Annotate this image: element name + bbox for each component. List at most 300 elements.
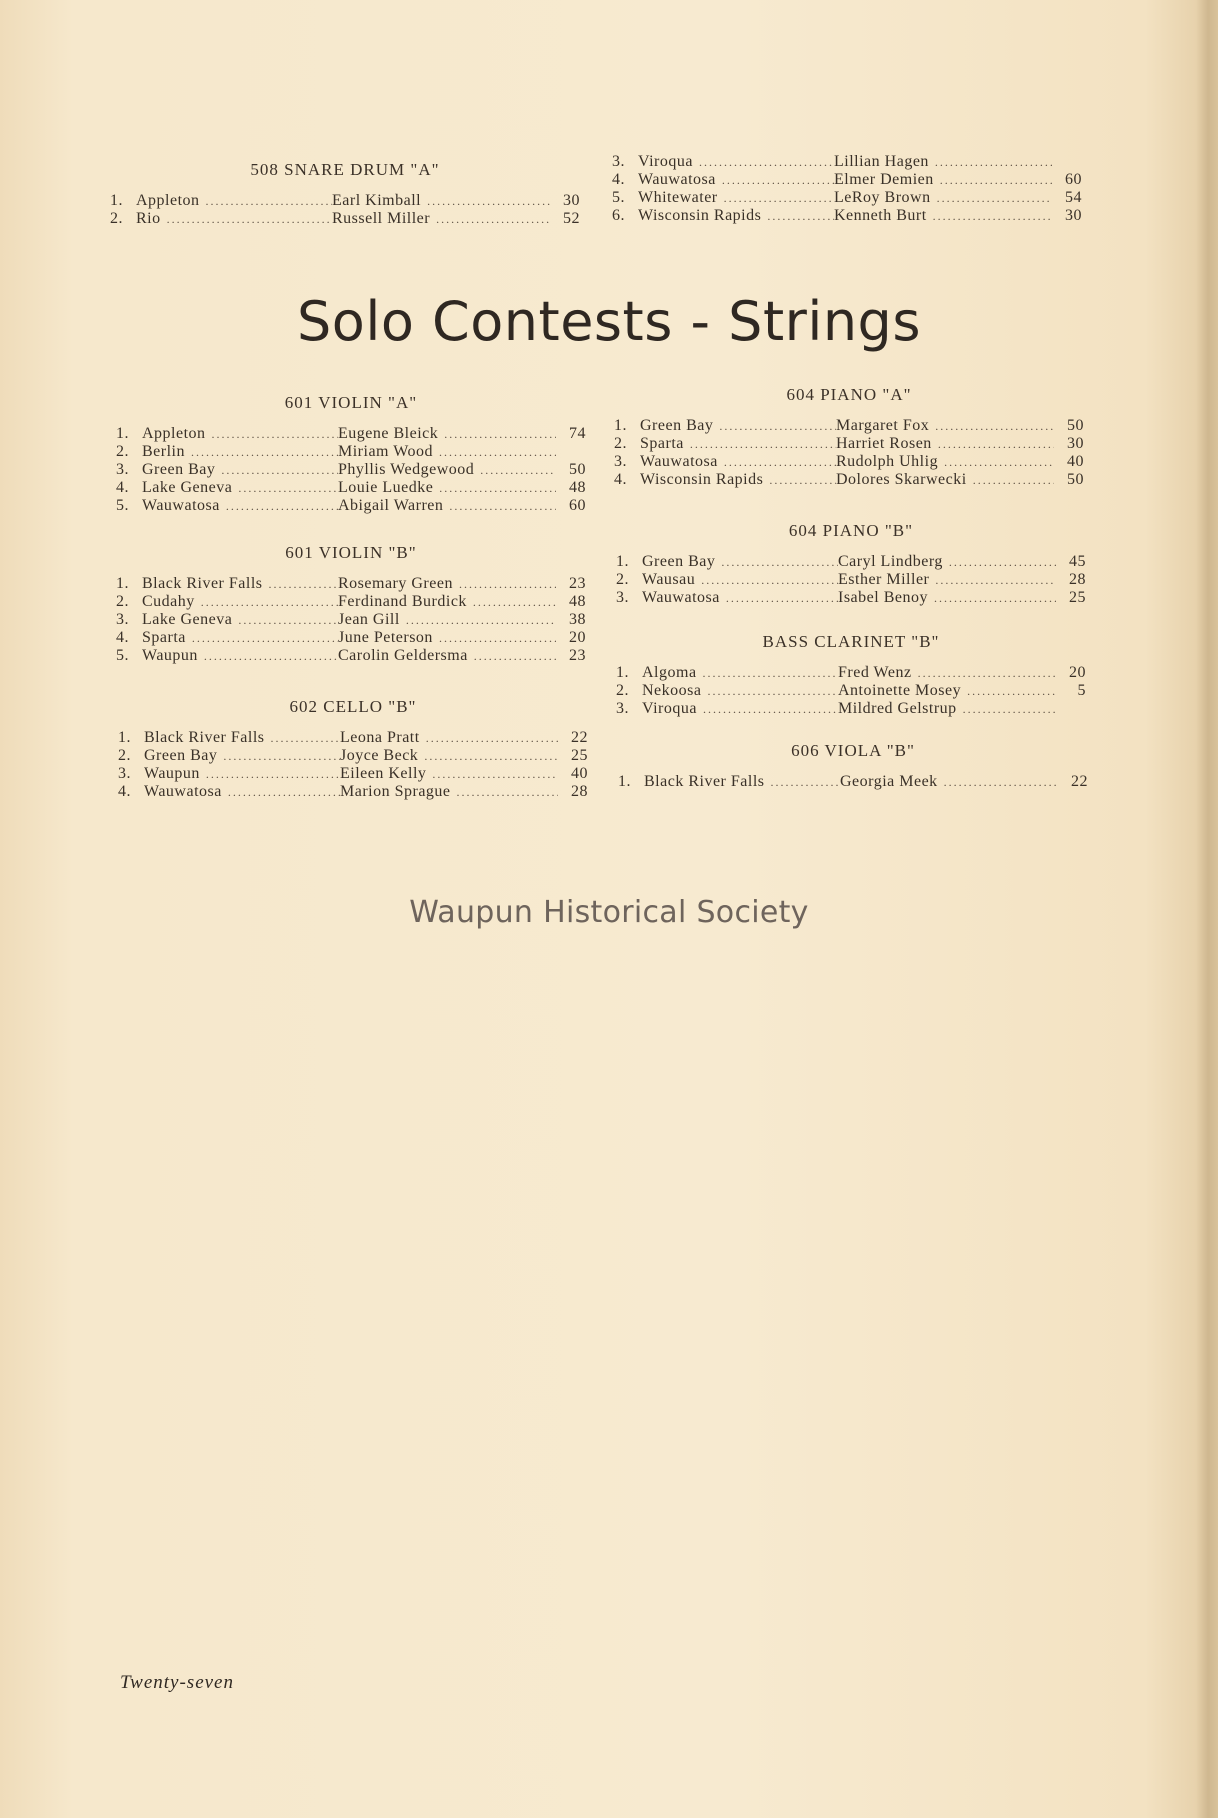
school-name: Appleton xyxy=(142,425,206,442)
leader-dots xyxy=(212,426,338,443)
watermark: Waupun Historical Society xyxy=(409,895,809,930)
performer-cell xyxy=(340,765,558,783)
performer-name: Lillian Hagen xyxy=(834,153,929,170)
result-row xyxy=(616,571,1086,589)
school-cell xyxy=(640,471,836,489)
leader-dots xyxy=(226,498,338,515)
leader-dots xyxy=(719,418,836,435)
school-cell xyxy=(142,611,338,629)
performer-cell xyxy=(338,593,556,611)
performer-cell xyxy=(836,453,1054,471)
result-row xyxy=(116,443,586,461)
results-list xyxy=(616,664,1086,718)
results-list xyxy=(616,553,1086,607)
school-cell xyxy=(142,479,338,497)
performer-name: Louie Luedke xyxy=(338,479,434,496)
result-row xyxy=(116,629,586,647)
result-row xyxy=(616,700,1086,718)
result-row xyxy=(116,425,586,443)
school-name: Waupun xyxy=(142,647,198,664)
performer-cell xyxy=(332,192,550,210)
score: 30 xyxy=(563,192,580,209)
rank: 1. xyxy=(618,773,631,790)
leader-dots xyxy=(270,730,340,747)
performer-name: Earl Kimball xyxy=(332,192,422,209)
school-name: Waupun xyxy=(144,765,200,782)
leader-dots xyxy=(204,648,338,665)
score: 38 xyxy=(569,611,586,628)
leader-dots xyxy=(690,436,836,453)
school-cell xyxy=(642,589,838,607)
results-list xyxy=(110,192,580,228)
leader-dots xyxy=(944,774,1058,791)
score: 45 xyxy=(1069,553,1086,570)
viola-b-section xyxy=(618,741,1088,791)
performer-name: Margaret Fox xyxy=(836,417,930,434)
score: 5 xyxy=(1077,682,1086,699)
rank: 2. xyxy=(616,571,629,588)
school-cell xyxy=(638,189,834,207)
school-cell xyxy=(142,443,338,461)
results-list xyxy=(612,153,1082,225)
rank: 4. xyxy=(116,479,129,496)
performer-cell xyxy=(338,611,556,629)
school-cell xyxy=(136,210,332,228)
performer-cell xyxy=(332,210,550,228)
school-name: Wauwatosa xyxy=(144,783,222,800)
school-cell xyxy=(640,417,836,435)
leader-dots xyxy=(439,480,556,497)
rank: 1. xyxy=(614,417,627,434)
rank: 3. xyxy=(116,461,129,478)
page-title: Solo Contests - Strings xyxy=(297,290,921,353)
result-row xyxy=(116,593,586,611)
performer-name: Rosemary Green xyxy=(338,575,453,592)
leader-dots xyxy=(238,480,338,497)
continued-results-section xyxy=(612,153,1082,225)
leader-dots xyxy=(935,154,1052,171)
results-list xyxy=(118,729,588,801)
leader-dots xyxy=(707,683,838,700)
rank: 3. xyxy=(118,765,131,782)
school-name: Viroqua xyxy=(638,153,693,170)
performer-name: Eileen Kelly xyxy=(340,765,427,782)
school-name: Whitewater xyxy=(638,189,718,206)
performer-name: Kenneth Burt xyxy=(834,207,927,224)
leader-dots xyxy=(436,211,550,228)
performer-name: Eugene Bleick xyxy=(338,425,439,442)
leader-dots xyxy=(201,594,338,611)
result-row xyxy=(616,589,1086,607)
score: 25 xyxy=(571,747,588,764)
rank: 3. xyxy=(614,453,627,470)
school-cell xyxy=(144,783,340,801)
school-cell xyxy=(638,153,834,171)
school-name: Black River Falls xyxy=(144,729,265,746)
rank: 6. xyxy=(612,207,625,224)
result-row xyxy=(612,207,1082,225)
leader-dots xyxy=(206,766,340,783)
school-name: Wauwatosa xyxy=(640,453,718,470)
school-cell xyxy=(644,773,840,791)
score: 74 xyxy=(569,425,586,442)
result-row xyxy=(616,664,1086,682)
performer-name: Dolores Skarwecki xyxy=(836,471,967,488)
school-cell xyxy=(144,747,340,765)
rank: 3. xyxy=(616,700,629,717)
school-name: Black River Falls xyxy=(644,773,765,790)
result-row xyxy=(616,553,1086,571)
performer-name: Carolin Geldersma xyxy=(338,647,468,664)
school-name: Black River Falls xyxy=(142,575,263,592)
result-row xyxy=(118,729,588,747)
performer-name: Caryl Lindberg xyxy=(838,553,943,570)
leader-dots xyxy=(406,612,556,629)
school-name: Cudahy xyxy=(142,593,195,610)
school-cell xyxy=(142,497,338,515)
page-number-footer: Twenty-seven xyxy=(120,1672,234,1693)
leader-dots xyxy=(699,154,834,171)
performer-cell xyxy=(838,682,1056,700)
section-heading: 602 CELLO "B" xyxy=(289,697,417,716)
school-name: Lake Geneva xyxy=(142,611,233,628)
leader-dots xyxy=(703,701,838,718)
school-name: Green Bay xyxy=(144,747,218,764)
performer-name: Jean Gill xyxy=(338,611,400,628)
performer-cell xyxy=(838,664,1056,682)
score: 52 xyxy=(563,210,580,227)
leader-dots xyxy=(167,211,332,228)
section-heading: 601 VIOLIN "A" xyxy=(284,393,418,412)
performer-cell xyxy=(834,171,1052,189)
violin-b-section xyxy=(116,543,586,665)
result-row xyxy=(110,210,580,228)
leader-dots xyxy=(918,665,1056,682)
rank: 5. xyxy=(116,497,129,514)
school-cell xyxy=(642,682,838,700)
result-row xyxy=(116,479,586,497)
result-row xyxy=(612,171,1082,189)
performer-name: Leona Pratt xyxy=(340,729,420,746)
performer-cell xyxy=(838,589,1056,607)
leader-dots xyxy=(935,418,1054,435)
score: 40 xyxy=(571,765,588,782)
school-cell xyxy=(642,664,838,682)
school-name: Viroqua xyxy=(642,700,697,717)
result-row xyxy=(118,747,588,765)
score: 30 xyxy=(1067,435,1084,452)
leader-dots xyxy=(721,554,838,571)
performer-name: Georgia Meek xyxy=(840,773,938,790)
school-name: Wauwatosa xyxy=(642,589,720,606)
performer-name: Harriet Rosen xyxy=(836,435,932,452)
leader-dots xyxy=(480,462,556,479)
section-heading: 604 PIANO "B" xyxy=(788,521,914,540)
leader-dots xyxy=(701,572,838,589)
performer-name: Ferdinand Burdick xyxy=(338,593,467,610)
result-row xyxy=(614,417,1084,435)
leader-dots xyxy=(426,730,558,747)
leader-dots xyxy=(432,766,558,783)
school-name: Wauwatosa xyxy=(638,171,716,188)
school-cell xyxy=(638,207,834,225)
result-row xyxy=(612,153,1082,171)
school-name: Algoma xyxy=(642,664,697,681)
performer-name: Elmer Demien xyxy=(834,171,934,188)
leader-dots xyxy=(724,190,834,207)
leader-dots xyxy=(474,648,556,665)
school-cell xyxy=(640,453,836,471)
leader-dots xyxy=(223,748,340,765)
school-cell xyxy=(642,700,838,718)
leader-dots xyxy=(459,576,556,593)
violin-a-section xyxy=(116,393,586,515)
school-name: Sparta xyxy=(640,435,684,452)
performer-cell xyxy=(838,553,1056,571)
leader-dots xyxy=(439,444,556,461)
performer-cell xyxy=(338,497,556,515)
leader-dots xyxy=(935,572,1056,589)
score: 48 xyxy=(569,479,586,496)
result-row xyxy=(614,453,1084,471)
snare-drum-a-section xyxy=(110,160,580,228)
leader-dots xyxy=(427,193,550,210)
result-row xyxy=(110,192,580,210)
school-cell xyxy=(144,765,340,783)
rank: 2. xyxy=(116,593,129,610)
leader-dots xyxy=(703,665,838,682)
score: 22 xyxy=(571,729,588,746)
score: 20 xyxy=(569,629,586,646)
leader-dots xyxy=(238,612,338,629)
score: 48 xyxy=(569,593,586,610)
performer-cell xyxy=(340,729,558,747)
rank: 2. xyxy=(116,443,129,460)
performer-cell xyxy=(838,700,1056,718)
performer-cell xyxy=(338,575,556,593)
result-row xyxy=(616,682,1086,700)
section-heading: 606 VIOLA "B" xyxy=(791,741,915,760)
leader-dots xyxy=(949,554,1056,571)
performer-name: Phyllis Wedgewood xyxy=(338,461,475,478)
performer-name: Abigail Warren xyxy=(338,497,444,514)
score: 40 xyxy=(1067,453,1084,470)
cello-b-section xyxy=(118,697,588,801)
leader-dots xyxy=(963,701,1056,718)
school-cell xyxy=(142,593,338,611)
leader-dots xyxy=(444,426,556,443)
leader-dots xyxy=(457,784,558,801)
leader-dots xyxy=(767,208,834,225)
school-name: Wisconsin Rapids xyxy=(640,471,764,488)
score: 20 xyxy=(1069,664,1086,681)
performer-cell xyxy=(338,479,556,497)
leader-dots xyxy=(770,774,840,791)
score: 23 xyxy=(569,575,586,592)
leader-dots xyxy=(724,454,836,471)
leader-dots xyxy=(726,590,838,607)
school-cell xyxy=(642,571,838,589)
leader-dots xyxy=(944,454,1054,471)
school-cell xyxy=(642,553,838,571)
school-cell xyxy=(142,461,338,479)
score: 28 xyxy=(571,783,588,800)
performer-name: Fred Wenz xyxy=(838,664,912,681)
leader-dots xyxy=(221,462,338,479)
performer-cell xyxy=(338,629,556,647)
leader-dots xyxy=(937,190,1052,207)
score: 60 xyxy=(569,497,586,514)
performer-name: Russell Miller xyxy=(332,210,431,227)
leader-dots xyxy=(192,630,338,647)
school-cell xyxy=(638,171,834,189)
performer-name: LeRoy Brown xyxy=(834,189,931,206)
result-row xyxy=(614,471,1084,489)
performer-cell xyxy=(838,571,1056,589)
results-list xyxy=(618,773,1088,791)
school-name: Wausau xyxy=(642,571,696,588)
score: 54 xyxy=(1065,189,1082,206)
result-row xyxy=(116,575,586,593)
rank: 1. xyxy=(116,425,129,442)
section-heading: 508 SNARE DRUM "A" xyxy=(250,160,440,179)
leader-dots xyxy=(934,590,1056,607)
results-list xyxy=(614,417,1084,489)
leader-dots xyxy=(933,208,1052,225)
score: 25 xyxy=(1069,589,1086,606)
performer-name: Rudolph Uhlig xyxy=(836,453,939,470)
performer-cell xyxy=(338,647,556,665)
school-name: Green Bay xyxy=(142,461,216,478)
leader-dots xyxy=(206,193,332,210)
school-cell xyxy=(640,435,836,453)
school-cell xyxy=(136,192,332,210)
performer-cell xyxy=(840,773,1058,791)
rank: 4. xyxy=(116,629,129,646)
school-name: Appleton xyxy=(136,192,200,209)
school-name: Nekoosa xyxy=(642,682,702,699)
school-name: Green Bay xyxy=(642,553,716,570)
rank: 2. xyxy=(110,210,123,227)
results-list xyxy=(116,425,586,515)
performer-cell xyxy=(834,207,1052,225)
school-name: Wauwatosa xyxy=(142,497,220,514)
school-name: Lake Geneva xyxy=(142,479,233,496)
rank: 2. xyxy=(118,747,131,764)
leader-dots xyxy=(967,683,1056,700)
rank: 3. xyxy=(612,153,625,170)
school-name: Rio xyxy=(136,210,161,227)
leader-dots xyxy=(228,784,340,801)
rank: 1. xyxy=(616,553,629,570)
result-row xyxy=(118,765,588,783)
result-row xyxy=(618,773,1088,791)
performer-cell xyxy=(338,461,556,479)
rank: 4. xyxy=(612,171,625,188)
performer-name: Mildred Gelstrup xyxy=(838,700,957,717)
school-name: Wisconsin Rapids xyxy=(638,207,762,224)
school-cell xyxy=(142,629,338,647)
score: 28 xyxy=(1069,571,1086,588)
result-row xyxy=(116,461,586,479)
performer-name: Marion Sprague xyxy=(340,783,451,800)
result-row xyxy=(614,435,1084,453)
performer-name: Miriam Wood xyxy=(338,443,434,460)
score: 50 xyxy=(1067,417,1084,434)
performer-name: Esther Miller xyxy=(838,571,930,588)
performer-cell xyxy=(836,417,1054,435)
leader-dots xyxy=(473,594,556,611)
school-cell xyxy=(142,647,338,665)
rank: 1. xyxy=(118,729,131,746)
leader-dots xyxy=(268,576,338,593)
section-heading: 601 VIOLIN "B" xyxy=(285,543,417,562)
rank: 2. xyxy=(616,682,629,699)
result-row xyxy=(612,189,1082,207)
rank: 1. xyxy=(110,192,123,209)
school-name: Sparta xyxy=(142,629,186,646)
performer-cell xyxy=(338,425,556,443)
leader-dots xyxy=(424,748,558,765)
school-cell xyxy=(142,425,338,443)
piano-a-section xyxy=(614,385,1084,489)
rank: 5. xyxy=(612,189,625,206)
rank: 3. xyxy=(616,589,629,606)
rank: 1. xyxy=(116,575,129,592)
score: 60 xyxy=(1065,171,1082,188)
performer-cell xyxy=(836,435,1054,453)
score: 50 xyxy=(1067,471,1084,488)
piano-b-section xyxy=(616,521,1086,607)
performer-cell xyxy=(340,783,558,801)
result-row xyxy=(116,611,586,629)
leader-dots xyxy=(940,172,1052,189)
leader-dots xyxy=(449,498,556,515)
rank: 1. xyxy=(616,664,629,681)
performer-name: June Peterson xyxy=(338,629,433,646)
result-row xyxy=(118,783,588,801)
leader-dots xyxy=(191,444,338,461)
score: 23 xyxy=(569,647,586,664)
result-row xyxy=(116,497,586,515)
rank: 5. xyxy=(116,647,129,664)
section-heading: 604 PIANO "A" xyxy=(786,385,912,404)
rank: 2. xyxy=(614,435,627,452)
section-heading: BASS CLARINET "B" xyxy=(762,632,940,651)
school-cell xyxy=(142,575,338,593)
school-name: Berlin xyxy=(142,443,185,460)
bass-clarinet-b-section xyxy=(616,632,1086,718)
performer-name: Antoinette Mosey xyxy=(838,682,962,699)
performer-cell xyxy=(834,153,1052,171)
school-name: Green Bay xyxy=(640,417,714,434)
leader-dots xyxy=(973,472,1054,489)
performer-cell xyxy=(836,471,1054,489)
leader-dots xyxy=(938,436,1054,453)
leader-dots xyxy=(722,172,834,189)
performer-cell xyxy=(834,189,1052,207)
score: 30 xyxy=(1065,207,1082,224)
rank: 4. xyxy=(614,471,627,488)
score: 22 xyxy=(1071,773,1088,790)
score: 50 xyxy=(569,461,586,478)
results-list xyxy=(116,575,586,665)
performer-name: Joyce Beck xyxy=(340,747,419,764)
rank: 3. xyxy=(116,611,129,628)
school-cell xyxy=(144,729,340,747)
rank: 4. xyxy=(118,783,131,800)
leader-dots xyxy=(439,630,556,647)
